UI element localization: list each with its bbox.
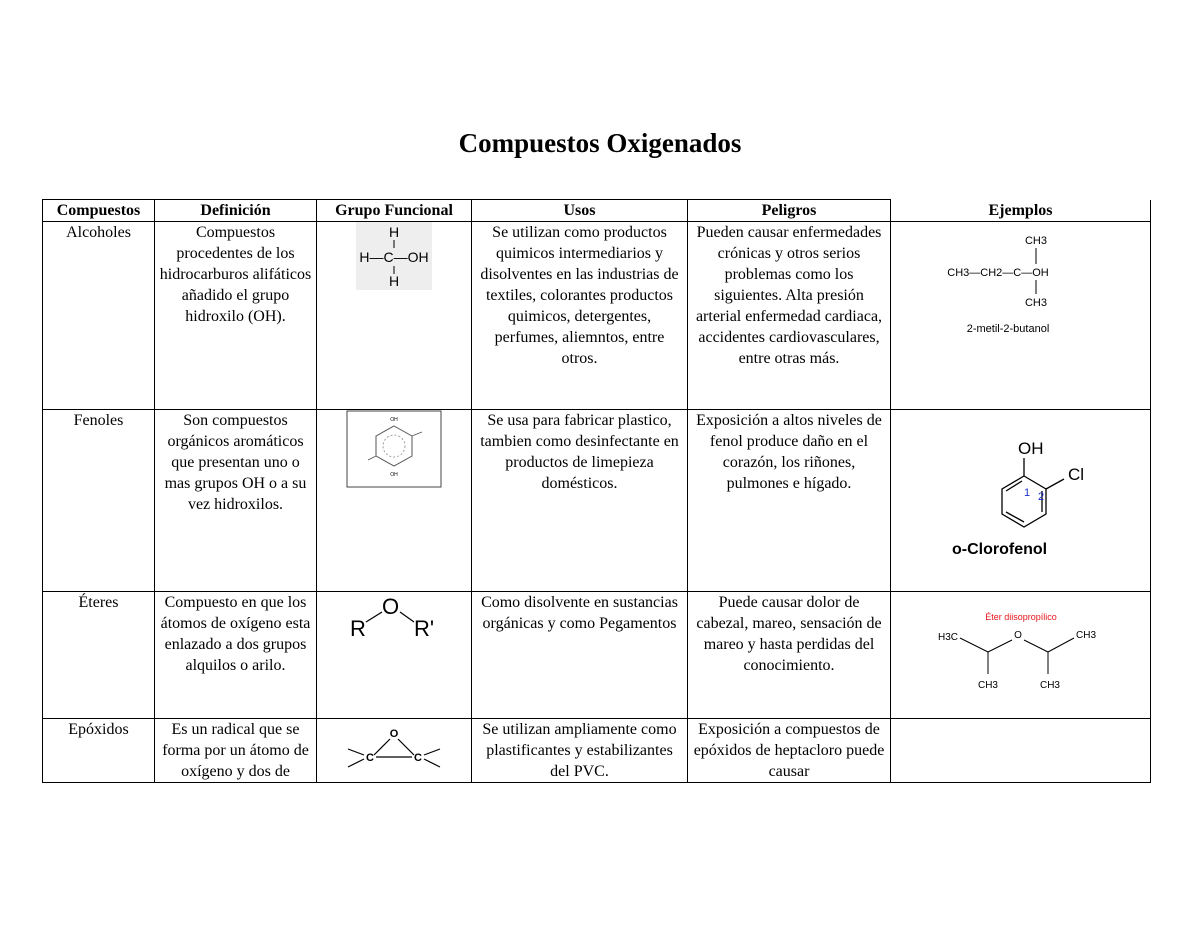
cell-peligros: Pueden causar enfermedades crónicas y otros serios problemas como los siguientes. Alta presión arterial enfermedad cardiaca, accidentes cardiovasculares, entre otras más. [688, 222, 891, 410]
chlorophenol-cl: Cl [1067, 465, 1084, 484]
cell-ejemplo [891, 222, 1151, 410]
cell-peligros: Exposición a altos niveles de fenol produce daño en el corazón, los riñones, pulmones e hígado. [688, 410, 891, 592]
cell-grupo-funcional [317, 410, 472, 592]
phenol-oh-bottom: OH [390, 472, 398, 478]
header-definicion: Definición [155, 200, 317, 222]
methylbutanol-chain: CH3—CH2—C—OH [946, 267, 1049, 279]
table-row [43, 410, 1151, 592]
epoxide-c1: C [366, 752, 374, 764]
cell-compuesto: Alcoholes [43, 222, 155, 410]
diisopropyl-ch3-right: CH3 [1075, 630, 1096, 641]
header-usos: Usos [472, 200, 688, 222]
methylbutanol-structure [936, 230, 1106, 350]
ether-r-prime: R' [414, 616, 435, 641]
table-row [43, 592, 1151, 719]
diisopropyl-ether-structure [936, 596, 1106, 696]
diisopropyl-ch3-bl: CH3 [977, 680, 998, 691]
cell-ejemplo [891, 719, 1151, 783]
ether-r: R [350, 616, 366, 641]
ether-functional-group-figure [344, 592, 444, 642]
epoxide-o: O [389, 728, 399, 740]
alcohol-h-bottom: H [388, 273, 400, 289]
diisopropyl-h3c: H3C [937, 632, 958, 643]
cell-usos: Se utilizan ampliamente como plastificantes y estabilizantes del PVC. [472, 719, 688, 783]
cell-definicion: Compuestos procedentes de los hidrocarburos alifáticos añadido el grupo hidroxilo (OH). [155, 222, 317, 410]
cell-usos: Se usa para fabricar plastico, tambien como desinfectante en productos de limepieza domésticos. [472, 410, 688, 592]
diisopropyl-ch3-br: CH3 [1039, 680, 1060, 691]
cell-definicion: Compuesto en que los átomos de oxígeno esta enlazado a dos grupos alquilos o arilo. [155, 592, 317, 719]
table-row [43, 222, 1151, 410]
cell-grupo-funcional [317, 592, 472, 719]
compounds-table [42, 199, 1151, 783]
cell-compuesto: Fenoles [43, 410, 155, 592]
chlorophenol-structure [946, 434, 1096, 564]
cell-definicion: Es un radical que se forma por un átomo de oxígeno y dos de [155, 719, 317, 783]
cell-compuesto: Éteres [43, 592, 155, 719]
alcohol-functional-group-figure [356, 222, 432, 290]
cell-compuesto: Epóxidos [43, 719, 155, 783]
table-row [43, 719, 1151, 783]
cell-ejemplo [891, 592, 1151, 719]
header-ejemplos: Ejemplos [891, 200, 1151, 222]
phenol-oh-top: OH [390, 417, 398, 423]
methylbutanol-ch3-bottom: CH3 [1024, 297, 1047, 309]
chlorophenol-name: o-Clorofenol [951, 541, 1047, 558]
header-compuestos: Compuestos [43, 200, 155, 222]
chlorophenol-num-1: 1 [1023, 487, 1030, 499]
header-grupo-funcional: Grupo Funcional [317, 200, 472, 222]
header-peligros: Peligros [688, 200, 891, 222]
cell-definicion: Son compuestos orgánicos aromáticos que presentan uno o mas grupos OH o a su vez hidroxilos. [155, 410, 317, 592]
diisopropyl-o: O [1013, 630, 1022, 641]
cell-usos: Se utilizan como productos quimicos intermediarios y disolventes en las industrias de textiles, colorantes productos quimicos, detergentes, perfumes, aliemntos, entre otros. [472, 222, 688, 410]
methylbutanol-ch3-top: CH3 [1024, 235, 1047, 247]
chlorophenol-oh: OH [1017, 439, 1043, 458]
alcohol-h-top: H [388, 224, 400, 240]
cell-peligros: Puede causar dolor de cabezal, mareo, sensación de mareo y hasta perdidas del conocimiento. [688, 592, 891, 719]
document-title: Compuestos Oxigenados [458, 128, 742, 158]
table-header-row [43, 200, 1151, 222]
epoxide-functional-group-figure [344, 719, 444, 771]
epoxide-c2: C [414, 752, 422, 764]
cell-grupo-funcional [317, 719, 472, 783]
diisopropyl-ether-name: Éter diisopropílico [984, 612, 1057, 622]
ether-o: O [382, 594, 400, 619]
chlorophenol-num-2: 2 [1037, 491, 1044, 503]
cell-peligros: Exposición a compuestos de epóxidos de heptacloro puede causar [688, 719, 891, 783]
phenol-functional-group-figure [346, 410, 442, 490]
cell-usos: Como disolvente en sustancias orgánicas y como Pegamentos [472, 592, 688, 719]
methylbutanol-name: 2-metil-2-butanol [966, 323, 1049, 335]
alcohol-h-c-oh: H—C—OH [359, 249, 429, 265]
cell-grupo-funcional [317, 222, 472, 410]
cell-ejemplo [891, 410, 1151, 592]
